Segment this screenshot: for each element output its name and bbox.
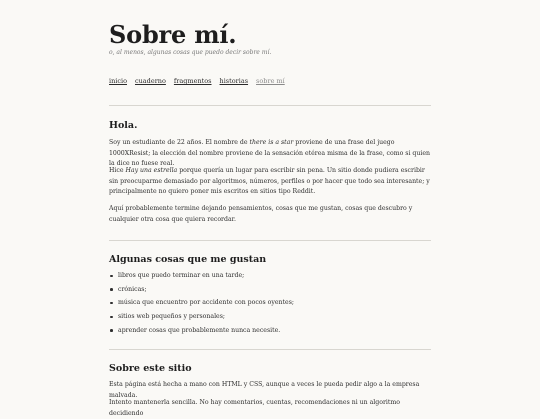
divider xyxy=(109,240,431,241)
paragraph-intro xyxy=(109,138,431,170)
nav-link-fragmentos[interactable]: fragmentos xyxy=(173,77,212,85)
divider xyxy=(109,349,431,350)
list-item: aprender cosas que probablemente nunca necesite. xyxy=(109,324,294,338)
paragraph-purpose: Aquí probablemente termine dejando pensamientos, cosas que me gustan, cosas que descubro y cualquier otra cosa que quiera recordar. xyxy=(109,205,413,223)
paragraph-site-simple: Intento mantenerla sencilla. No hay comentarios, cuentas, recomendaciones ni un algoritmo decidiendo xyxy=(109,399,400,417)
emphasis-there-is-a-star: there is a star xyxy=(249,139,294,146)
list-item: libros que puedo terminar en una tarde; xyxy=(109,269,294,283)
nav-link-sobre-mi[interactable]: sobre mí xyxy=(256,77,285,85)
list-item: sitios web pequeños y personales; xyxy=(109,310,294,324)
paragraph-text: proviene de una frase del juego 1000XResist; la elección del nombre proviene de la sensación etérea misma de la frase, como si quien la dice no fuese real. xyxy=(109,139,430,167)
nav-link-historias[interactable]: historias xyxy=(219,77,249,85)
list-item: crónicas; xyxy=(109,283,294,297)
nav-link-inicio[interactable]: inicio xyxy=(109,77,127,85)
section-heading-likes: Algunas cosas que me gustan xyxy=(109,254,267,265)
paragraph-text: Soy un estudiante de 22 años. El nombre de xyxy=(109,139,250,146)
divider xyxy=(109,105,431,106)
section-heading-site: Sobre este sitio xyxy=(109,363,192,374)
page-title: Sobre mí. xyxy=(109,20,237,49)
paragraph-text: Hice xyxy=(109,167,126,174)
page-subtitle: o, al menos, algunas cosas que puedo decir sobre mí. xyxy=(109,49,272,56)
paragraph-site-made: Esta página está hecha a mano con HTML y CSS, aunque a veces le pueda pedir algo a la empresa malvada. xyxy=(109,381,420,399)
emphasis-hay-una-estrella: Hay una estrella xyxy=(125,167,178,174)
list-item: música que encuentro por accidente con pocos oyentes; xyxy=(109,296,294,310)
paragraph-why xyxy=(109,166,431,198)
site-nav xyxy=(109,77,293,85)
paragraph-text: porque quería un lugar para escribir sin pena. Un sitio donde pudiera escribir sin preocuparme demasiado por algoritmos, números, perfiles o por hacer que todo sea interesante; y principalmente no quiero poner mis escritos en sitios tipo Reddit. xyxy=(109,167,430,195)
nav-link-cuaderno[interactable]: cuaderno xyxy=(134,77,166,85)
likes-list xyxy=(109,269,294,337)
section-heading-hola: Hola. xyxy=(109,120,138,131)
